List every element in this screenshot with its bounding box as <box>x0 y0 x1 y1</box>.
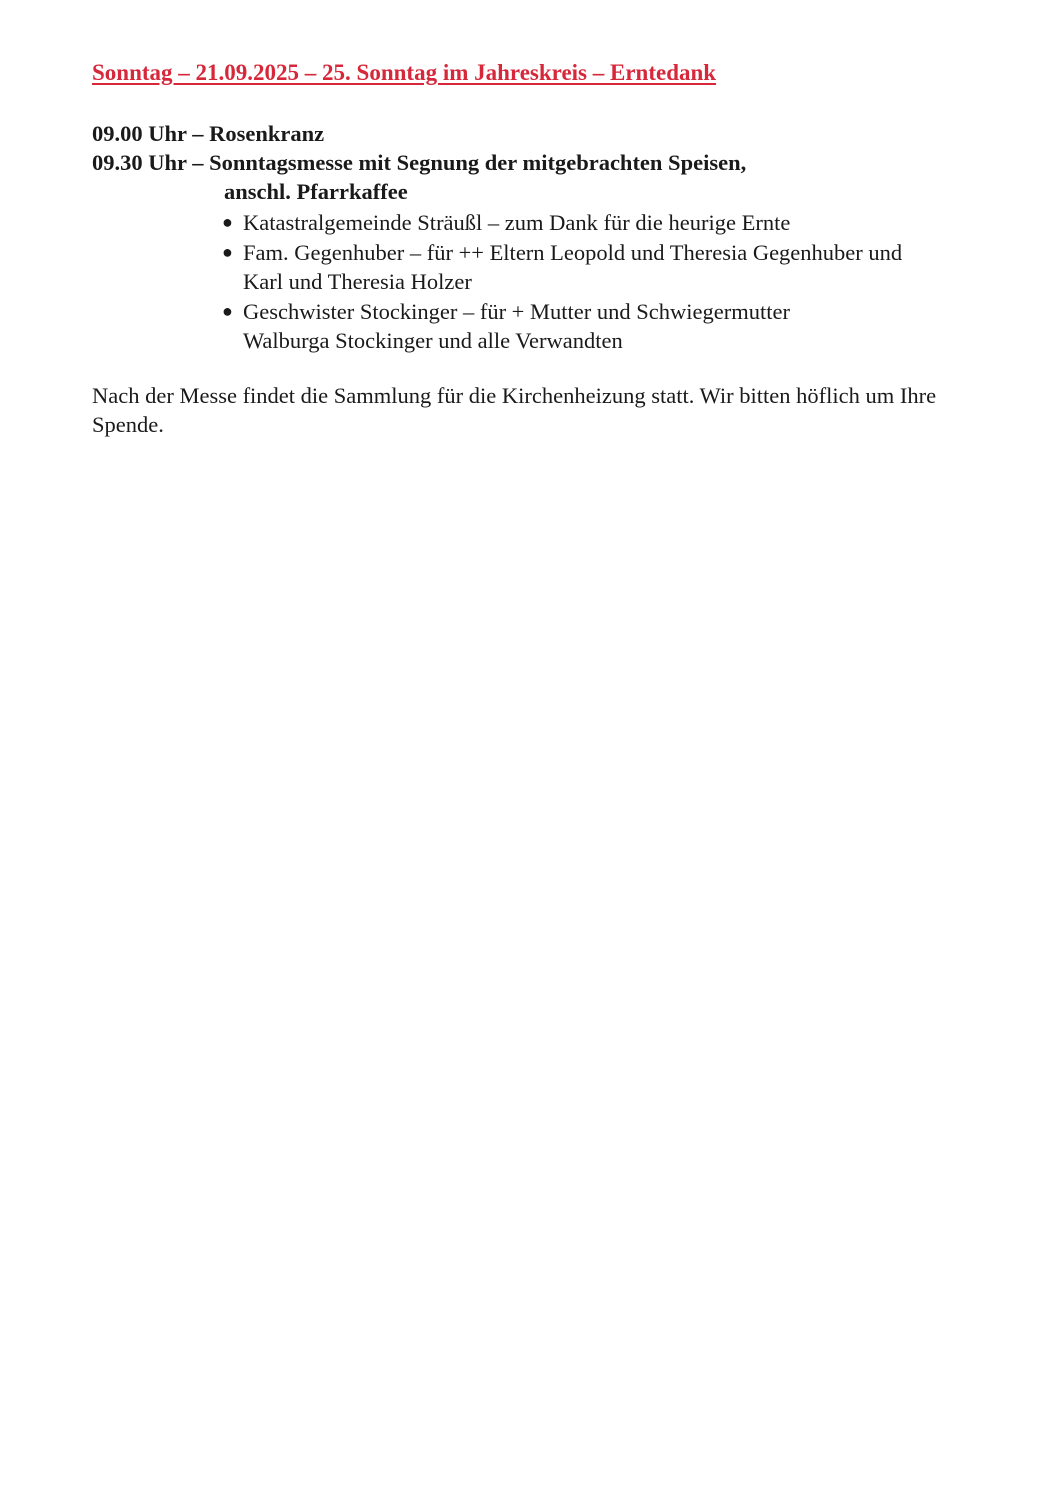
collection-note: Nach der Messe findet die Sammlung für die Kirchenheizung statt. Wir bitten höflich um Ihre Spende. <box>92 383 937 437</box>
schedule-item-mass: 09.30 Uhr – Sonntagsmesse mit Segnung der mitgebrachten Speisen, <box>92 150 747 175</box>
schedule-item-mass-continuation: anschl. Pfarrkaffee <box>224 179 408 204</box>
schedule-item-rosary: 09.00 Uhr – Rosenkranz <box>92 121 325 146</box>
bullet-icon: ● <box>222 242 233 262</box>
bullet-icon: ● <box>222 301 233 321</box>
bullet-icon: ● <box>222 212 233 232</box>
page-heading: Sonntag – 21.09.2025 – 25. Sonntag im Jahreskreis – Erntedank <box>92 60 717 85</box>
mass-intentions-list <box>92 208 992 355</box>
schedule-block <box>92 119 992 356</box>
intention-text: Fam. Gegenhuber – für ++ Eltern Leopold und Theresia Gegenhuber und Karl und Theresia Holzer <box>243 240 903 294</box>
list-item <box>222 238 992 296</box>
intention-text: Katastralgemeinde Sträußl – zum Dank für die heurige Ernte <box>243 210 791 235</box>
list-item <box>222 208 992 237</box>
intention-text: Geschwister Stockinger – für + Mutter und Schwiegermutter Walburga Stockinger und alle Verwandten <box>243 299 790 353</box>
list-item <box>222 297 992 355</box>
